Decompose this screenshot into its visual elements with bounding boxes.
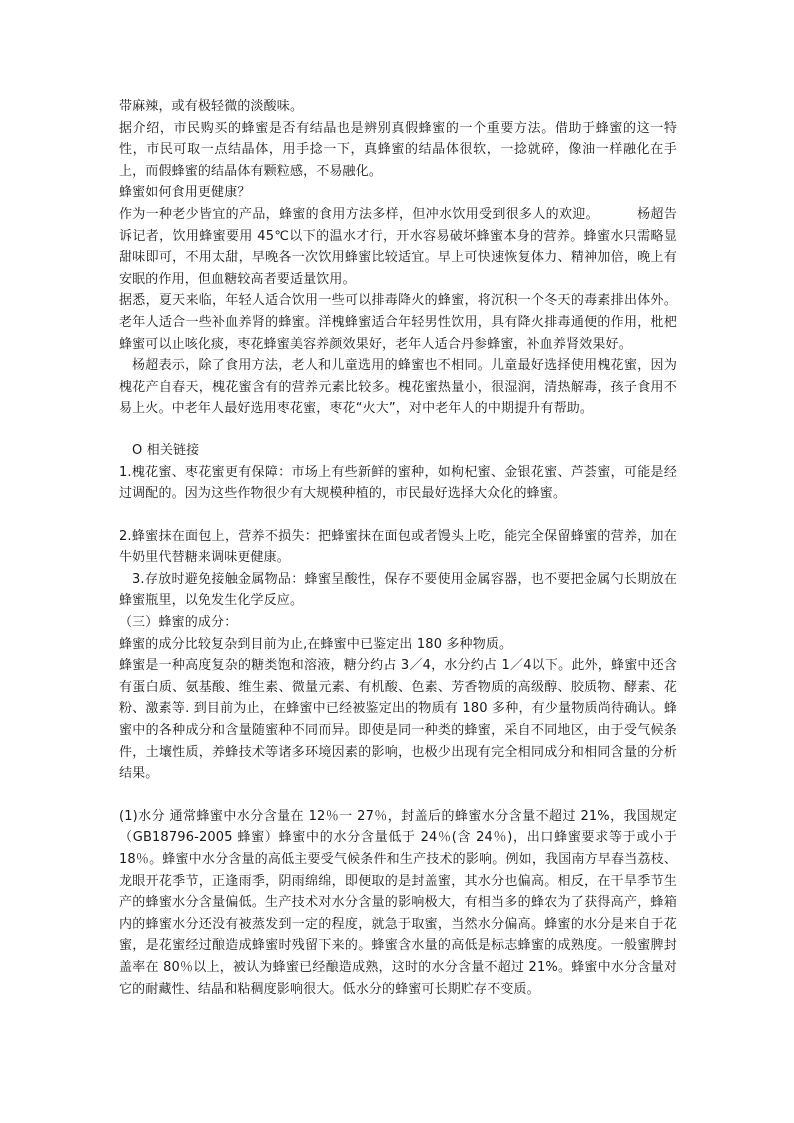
- paragraph-link-2: 2.蜂蜜抹在面包上，营养不损失：把蜂蜜抹在面包或者馒头上吃，能完全保留蜂蜜的营养，加在牛奶里代替糖来调味更健康。: [119, 528, 677, 566]
- paragraph-elderly-children: 杨超表示，除了食用方法，老人和儿童选用的蜂蜜也不相同。儿童最好选择使用槐花蜜，因为槐花产自春天，槐花蜜含有的营养元素比较多。槐花蜜热量小，很湿润，清热解毒，孩子食用不易上火。中老年人最好选用枣花蜜，枣花“火大”，对中老年人的中期提升有帮助。: [119, 358, 677, 417]
- paragraph-water-temperature: [119, 204, 677, 290]
- paragraph-water-temperature-quote: 杨超告诉记者，饮用蜂蜜要用 45℃以下的温水才行，开水容易破坏蜂蜜本身的营养。蜂蜜水只需略显甜味即可，不用太甜，早晚各一次饮用蜂蜜比较适宜。早上可快速恢复体力、精神加倍，晚上有安眠的作用，但血糖较高者要适量饮用。: [119, 206, 677, 287]
- heading-healthy-consumption: 蜂蜜如何食用更健康？: [119, 185, 251, 201]
- paragraph-taste-end: 带麻辣，或有极轻微的淡酸味。: [119, 99, 304, 114]
- heading-honey-composition: （三）蜂蜜的成分：: [119, 615, 238, 631]
- paragraph-composition-intro: 蜂蜜的成分比较复杂到目前为止,在蜂蜜中已鉴定出 180 多种物质。: [119, 636, 513, 652]
- paragraph-water-content: (1)水分 通常蜂蜜中水分含量在 12％一 27％，封盖后的蜂蜜水分含量不超过 21%，我国规定（GB18796-2005 蜂蜜）蜂蜜中的水分含量低于 24％(含 24％)，出口蜂蜜要求等于或小于18％。蜂蜜中水分含量的高低主要受气候条件和生产技术的影响。例如，我国南方早春当荔枝、龙眼开花季节，正逢雨季，阴雨绵绵，即便取的是封盖蜜，其水分也偏高。相反，在干旱季节生产的蜂蜜水分含量偏低。生产技术对水分含量的影响极大，有相当多的蜂农为了获得高产，蜂箱内的蜂蜜水分还没有被蒸发到一定的程度，就急于取蜜，当然水分偏高。蜂蜜的水分是来自于花蜜，是花蜜经过酿造成蜂蜜时残留下来的。蜂蜜含水量的高低是标志蜂蜜的成熟度。一般蜜脾封盖率在 80％以上，被认为蜂蜜已经酿造成熟，这时的水分含量不超过 21%。蜂蜜中水分含量对它的耐藏性、结晶和粘稠度影响很大。低水分的蜂蜜可长期贮存不变质。: [119, 808, 677, 997]
- paragraph-summer-honey: 据悉，夏天来临，年轻人适合饮用一些可以排毒降火的蜂蜜，将沉积一个冬天的毒素排出体外。老年人适合一些补血养肾的蜂蜜。洋槐蜂蜜适合年轻男性饮用，具有降火排毒通便的作用，枇杷蜂蜜可以止咳化痰，枣花蜂蜜美容养颜效果好，老年人适合丹参蜂蜜，补血养肾效果好。: [119, 293, 677, 352]
- heading-related-links: O 相关链接: [132, 442, 200, 458]
- paragraph-crystal-test: 据介绍，市民购买的蜂蜜是否有结晶也是辨别真假蜂蜜的一个重要方法。借助于蜂蜜的这一特性，市民可取一点结晶体，用手捻一下，真蜂蜜的结晶体很软，一捻就碎，像油一样融化在手上，而假蜂蜜的结晶体有颗粒感，不易融化。: [119, 120, 677, 179]
- paragraph-water-temperature-lead: 作为一种老少皆宜的产品，蜂蜜的食用方法多样，但冲水饮用受到很多人的欢迎。: [119, 206, 599, 222]
- paragraph-link-3: 3.存放时避免接触金属物品：蜂蜜呈酸性，保存不要使用金属容器，也不要把金属勺长期放在蜂蜜瓶里，以免发生化学反应。: [119, 571, 677, 609]
- paragraph-composition-detail: 蜂蜜是一种高度复杂的糖类饱和溶液，糖分约占 3／4，水分约占 1／4以下。此外，蜂蜜中还含有蛋白质、氨基酸、维生素、微量元素、有机酸、色素、芳香物质的高级醇、胶质物、酵素、花粉、激素等. 到目前为止，在蜂蜜中已经被鉴定出的物质有 180 多种，有少量物质尚待确认。蜂蜜中的各种成分和含量随蜜种不同而异。即使是同一种类的蜂蜜，采自不同地区，由于受气候条件，土壤性质，养蜂技术等诸多环境因素的影响，也极少出现有完全相同成分和相同含量的分析结果。: [119, 658, 677, 782]
- document-body: [119, 96, 677, 1000]
- paragraph-link-1: 1.槐花蜜、枣花蜜更有保障：市场上有些新鲜的蜜种，如枸杞蜜、金银花蜜、芦荟蜜，可能是经过调配的。因为这些作物很少有大规模种植的，市民最好选择大众化的蜂蜜。: [119, 464, 677, 502]
